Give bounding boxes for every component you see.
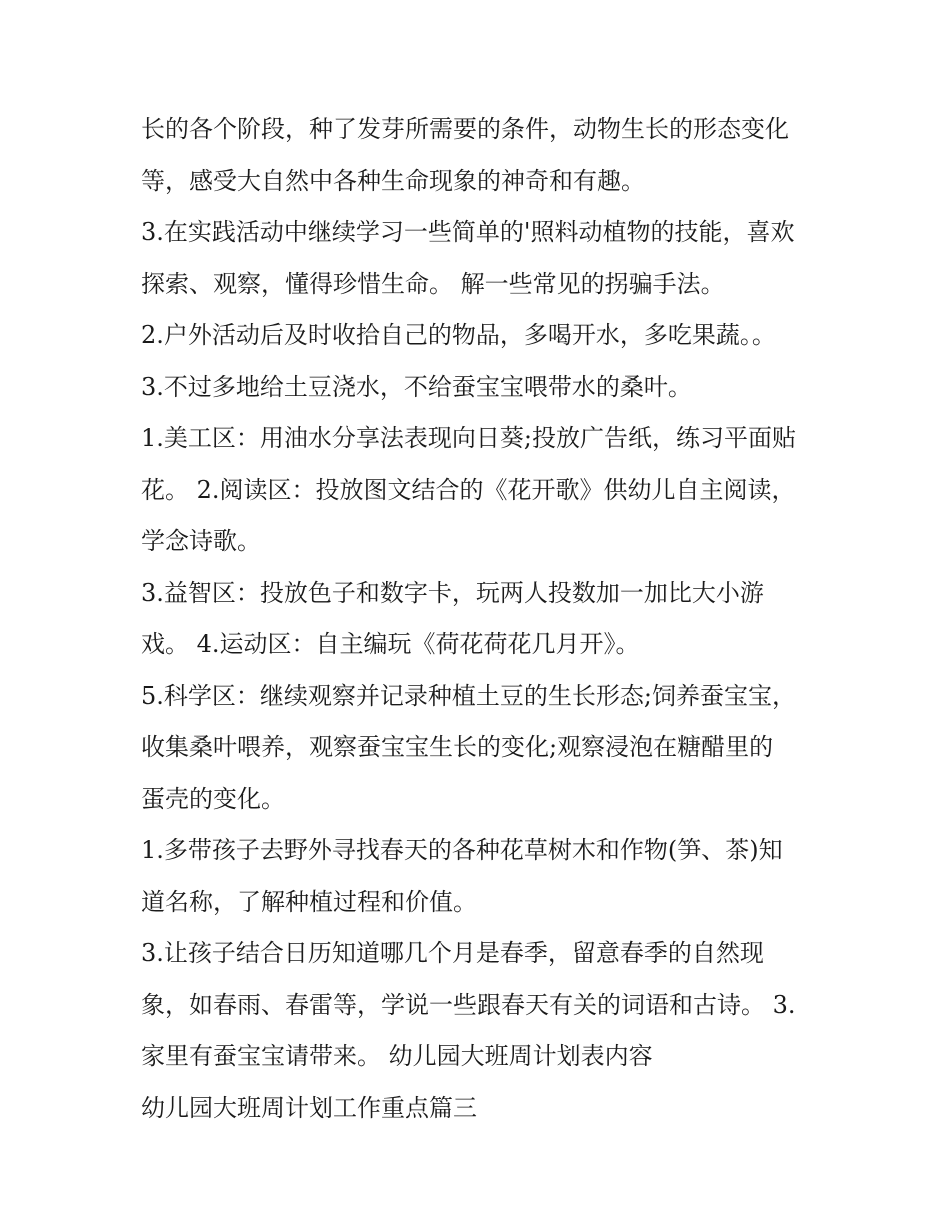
text-line: 5.科学区：继续观察并记录种植土豆的生长形态;饲养蚕宝宝，: [141, 681, 796, 710]
document-body: [141, 104, 821, 1134]
section-heading: 幼儿园大班周计划工作重点篇三: [141, 1093, 477, 1122]
text-line: 道名称，了解种植过程和价值。: [141, 887, 477, 916]
text-line: 1.多带孩子去野外寻找春天的各种花草树木和作物(笋、茶)知: [141, 836, 783, 864]
text-line: 2.户外活动后及时收拾自己的物品，多喝开水，多吃果蔬。。: [141, 321, 776, 349]
text-line: 探索、观察，懂得珍惜生命。 解一些常见的拐骗手法。: [141, 269, 725, 298]
text-line: 蛋壳的变化。: [141, 784, 285, 813]
text-line: 花。 2.阅读区：投放图文结合的《花开歌》供幼儿自主阅读，: [141, 475, 796, 504]
text-line: 象，如春雨、春雷等，学说一些跟春天有关的词语和古诗。 3.: [141, 990, 796, 1019]
text-line: 长的各个阶段，种了发芽所需要的条件，动物生长的形态变化: [141, 115, 789, 143]
text-line: 戏。 4.运动区：自主编玩《荷花荷花几月开》。: [141, 630, 640, 658]
text-line: 3.不过多地给土豆浇水，不给蚕宝宝喂带水的桑叶。: [141, 372, 692, 401]
text-line: 家里有蚕宝宝请带来。 幼儿园大班周计划表内容: [141, 1042, 653, 1070]
text-line: 等，感受大自然中各种生命现象的神奇和有趣。: [141, 166, 645, 195]
text-line: 1.美工区：用油水分享法表现向日葵;投放广告纸，练习平面贴: [141, 424, 796, 452]
text-line: 3.在实践活动中继续学习一些简单的'照料动植物的技能，喜欢: [141, 218, 795, 246]
text-line: 3.益智区：投放色子和数字卡，玩两人投数加一加比大小游: [141, 578, 764, 607]
text-line: 学念诗歌。: [141, 527, 261, 555]
text-line: 收集桑叶喂养，观察蚕宝宝生长的变化;观察浸泡在糖醋里的: [141, 733, 774, 761]
text-line: 3.让孩子结合日历知道哪几个月是春季，留意春季的自然现: [141, 939, 764, 967]
